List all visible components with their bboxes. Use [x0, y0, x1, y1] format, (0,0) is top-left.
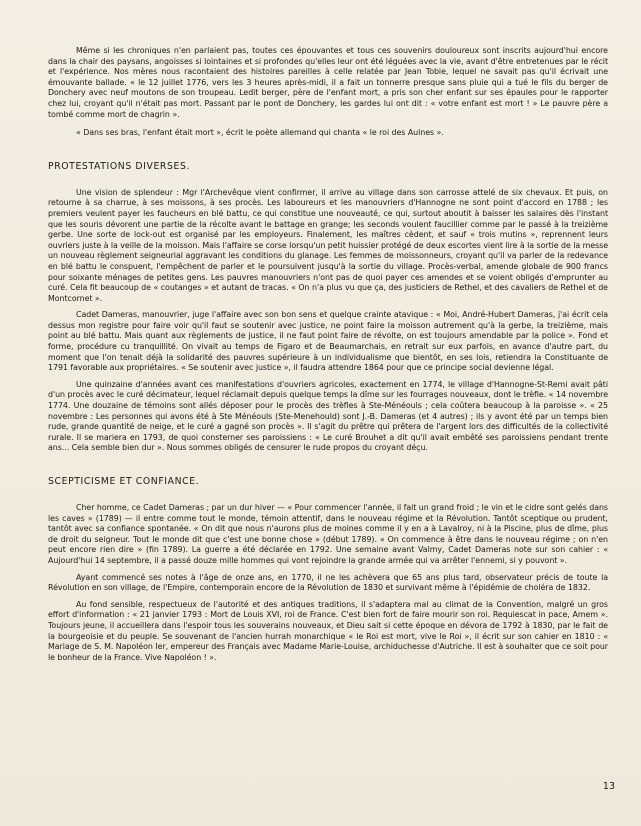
text-column — [48, 46, 608, 669]
paragraph: Une quinzaine d'années avant ces manifestations d'ouvriers agricoles, exactement en 1774, le village d'Hannogne-St-Remi avait pâti d'un procès avec le curé décimateur, lequel réclamait depuis quelque temps la dîme sur les fourrages nouveaux, dont le trèfle. « 14 novembre 1774. Une douzaine de témoins sont allés déposer pour le procès des trèfles à Ste-Ménéouls ; cela coûtera beaucoup à la paroisse ». « 25 novembre : Les personnes qui avons été à Ste Ménéouls (Ste-Menehould) sont J.-B. Dameras (et 4 autres) ; ils y avont été par un temps bien rude, grande quantité de neige, et le curé a gagné son procès ». Il s'agit du prêtre qui prêtera de l'argent lors des difficultés de la collectivité rurale. Il se mariera en 1793, de quoi consterner ses paroissiens : « Le curé Brouhet a dit qu'il avait embêté ses paroissiens pendant trente ans... Cela semble bien dur ». Nous sommes obligés de censurer le rude propos du croyant déçu. — [48, 379, 608, 453]
paragraph: Même si les chroniques n'en parlaient pas, toutes ces épouvantes et tous ces souvenirs douloureux sont inscrits aujourd'hui encore dans la chair des paysans, angoisses si lointaines et si profondes qu'elles leur ont été léguées avec la vie, avant d'être entretenues par le récit et l'expérience. Nos mères nous racontaient des histoires pareilles à celle relatée par Jean Tobie, lequel ne savait pas qu'il écrivait une émouvante ballade. « le 12 juillet 1776, vers les 3 heures après-midi, il a fait un tonnerre presque sans pluie qui a tué le fils du berger de Donchery avec neuf moutons de son troupeau. Ledit berger, père de l'enfant mort, a pris son cher enfant sur ses épaules pour le rapporter chez lui, croyant qu'il n'était pas mort. Passant par le pont de Donchery, les gardes lui ont dit : « votre enfant est mort ! » Le pauvre père a tombé comme mort de chagrin ». — [48, 46, 608, 119]
section-heading-scepticisme: SCEPTICISME ET CONFIANCE. — [48, 476, 200, 487]
paragraph: Une vision de splendeur : Mgr l'Archevêque vient confirmer, il arrive au village dans son carrosse attelé de six chevaux. Et puis, on retourne à sa charrue, à ses moissons, à ses procès. Les laboureurs et les manouvriers d'Hannogne ne sont point d'accord en 1788 ; les premiers veulent payer les faucheurs en blé battu, ce qui constitue une nouveauté, ce qui, surtout aboutit à baisser les salaires dès l'instant que les souris dévorent une partie de la récolte avant le battage en grange; les seconds voulent faucillier comme par le passé à la treizième gerbe. Une sorte de lock-out est organisé par les employeurs. Finalement, les maîtres cèdent, et sauf « trois mutins », reprennent leurs ouvriers juste à la veille de la moisson. Mais l'affaire se corse lorsqu'un petit huissier protégé de deux escortes vient lire à la sortie de la messe un nouveau règlement seigneurial aggravant les conditions du glanage. Les femmes de moissonneurs, croyant qu'il va parler de la redevance en blé battu le conspuent, l'empêchent de parler et le poursuivent jusqu'à la sortie du village. Procès-verbal, amende globale de 900 francs pour soixante ménages de petites gens. Les pauvres manouvriers n'ont pas de quoi payer ces amendes et se voient obligés d'emprunter au curé. Cela fit beaucoup de « coutanges » et autant de tracas. « On n'a plus vu que ça, des justiciers de Rethel, et des cavaliers de Rethel et de Montcornet ». — [48, 187, 608, 303]
paragraph: Cher homme, ce Cadet Dameras ; par un dur hiver — « Pour commencer l'année, il fait un grand froid ; le vin et le cidre sont gelés dans les caves » (1789) — il entre comme tout le monde, témoin attentif, dans le nouveau régime et la Révolution. Tantôt sceptique ou prudent, tantôt avec sa confiance spontanée. « On dit que nous n'aurons plus de moines comme il y en a à Lavalroy, ni à la Piscine, plus de dîme, plus de droit du seigneur. Tout le monde dit que c'est une bonne chose » (début 1789). « On commence à être dans le nouveau régime ; on n'en peut encore rien dire » (fin 1789). La guerre a été déclarée en 1792. Une semaine avant Valmy, Cadet Dameras note sur son cahier : « Aujourd'hui 14 septembre, il a passé douze mille hommes qui vont rejoindre la grande armée qui va arrêter l'ennemi, si y pouvont ». — [48, 503, 608, 565]
paragraph: Ayant commencé ses notes à l'âge de onze ans, en 1770, il ne les achèvera que 65 ans plus tard, observateur précis de toute la Révolution en son village, de l'Empire, contemporain encore de la Révolution de 1830 et survivant même à l'épidémie de choléra de 1832. — [48, 572, 608, 593]
paragraph: Au fond sensible, respectueux de l'autorité et des antiques traditions, il s'adaptera mal au climat de la Convention, malgré un gros effort d'information : « 21 janvier 1793 : Mort de Louis XVI, roi de France. C'est bien fort de faire mourir son roi. Requiescat in pace, Amem ». Toujours jeune, il accueillera dans l'espoir tous les souverains nouveaux, et Dieu sait si cette époque en dévora de 1792 à 1830, par le fait de la bourgeoisie et du peuple. Se souvenant de l'ancien hurrah monarchique « le Roi est mort, vive le Roi », il écrit sur son cahier en 1810 : « Mariage de S. M. Napoléon Ier, empereur des Français avec Madame Marie-Louise, archiduchesse d'Autriche. Il est à souhaiter que ce soit pour le bonheur de la France. Vive Napoléon ! ». — [48, 599, 608, 662]
section-heading-protestations: PROTESTATIONS DIVERSES. — [48, 160, 191, 172]
page-number: 13 — [602, 781, 615, 792]
quote-paragraph: « Dans ses bras, l'enfant était mort », écrit le poète allemand qui chanta « le roi des Aulnes ». — [76, 128, 444, 138]
paragraph: Cadet Dameras, manouvrier, juge l'affaire avec son bon sens et quelque crainte atavique : « Moi, André-Hubert Dameras, j'ai écrit cela dessus mon registre pour faire voir qu'il faut se soutenir avec justice, ne point faire la moisson autrement qu'à la gerbe, la treizième, mais point au blé battu. Mais quant aux règlements de justice, il ne faut point faire de révolte, on est toujours amendable par la police ». Fond et forme, procédure cu tranquillité. On vivait au temps de Figaro et de Beaumarchais, en retrait sur eux parfois, en avance d'autre part, du moment que l'on tenait déjà la solidarité des pauvres supérieure à un individualisme que bientôt, en ses lois, retiendra la Constituante de 1791 favorable aux propriétaires. « Se soutenir avec justice », il faudra attendre 1864 pour que ce principe social devienne légal. — [48, 310, 608, 373]
